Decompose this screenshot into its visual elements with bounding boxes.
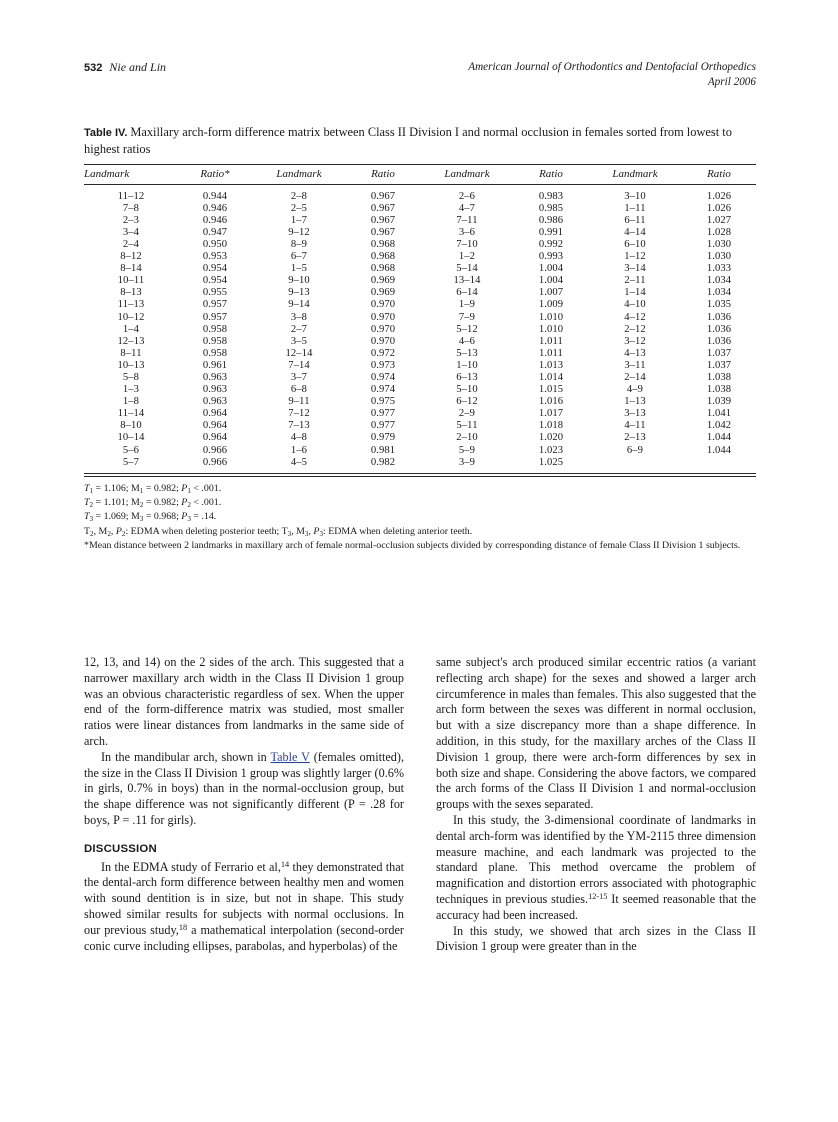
footnote-legend: $T_2$, $M_2$, $P_2$: EDMA when deleting posterior teeth; $T_3$, $M_3$, $P_3$: EDMA when deleting anterior teeth. (84, 525, 473, 538)
cell-ratio: 0.992 (538, 238, 564, 250)
cell-ratio: 0.954 (202, 275, 228, 287)
para3-text-c: a mathematical interpolation (second-order conic curve including ellipses, parabolas, and hyperbolas) of the (84, 922, 404, 953)
cell-ratio: 1.030 (706, 251, 732, 263)
right-para2-text-a: In this study, the 3-dimensional coordinate of landmarks in dental arch-form was identified by the YM-2115 three dimension measure machine, and each landmark was projected to the standard plane. This method overcame the problem of magnification and distortion errors associated with photographic techniques in previous studies. (436, 812, 756, 906)
cell-ratio: 0.946 (202, 214, 228, 226)
table-row (84, 359, 756, 371)
cell-ratio: 1.014 (538, 371, 564, 383)
citation-ref-18[interactable]: 18 (178, 923, 188, 933)
cell-landmark: 4–6 (458, 335, 476, 347)
table-row (84, 371, 756, 383)
table-row (84, 323, 756, 335)
col-header-ratio-4: Ratio (682, 164, 756, 184)
cell-landmark: 4–8 (290, 432, 308, 444)
table-bottom-rule (84, 473, 756, 477)
cell-ratio: 0.975 (370, 396, 396, 408)
cell-ratio: 0.968 (370, 238, 396, 250)
cell-landmark: 4–9 (626, 384, 644, 396)
cell-landmark: 8–11 (120, 347, 142, 359)
cell-ratio: 1.028 (706, 226, 732, 238)
table-row (84, 408, 756, 420)
cell-landmark: 8–14 (120, 263, 142, 275)
body-column-left (84, 655, 404, 955)
cell-ratio: 1.038 (706, 384, 732, 396)
cell-landmark: 13–14 (453, 275, 481, 287)
cell-ratio: 1.018 (538, 420, 564, 432)
table-footnotes (84, 482, 756, 553)
col-header-ratio-3: Ratio (514, 164, 588, 184)
body-column-right (436, 655, 756, 955)
cell-landmark: 7–9 (458, 311, 476, 323)
cell-ratio: 1.035 (706, 299, 732, 311)
cell-landmark: 9–14 (288, 299, 310, 311)
cell-ratio: 0.944 (202, 190, 228, 202)
paragraph-discussion-1 (84, 860, 404, 955)
cell-ratio: 0.947 (202, 226, 228, 238)
cell-landmark: 1–10 (456, 359, 478, 371)
cell-ratio (682, 456, 756, 468)
cell-landmark: 9–12 (288, 226, 310, 238)
cell-landmark: 3–13 (624, 408, 646, 420)
cell-landmark: 3–11 (624, 359, 646, 371)
cell-landmark: 5–8 (122, 371, 140, 383)
footnote-t3: $T_3 = 1.069$; $M_3 = 0.968$; $P_3 = .14$. (84, 511, 217, 524)
cell-ratio: 1.044 (706, 432, 732, 444)
cell-landmark: 3–4 (122, 226, 140, 238)
cell-ratio: 0.981 (370, 444, 396, 456)
cell-ratio: 1.038 (706, 371, 732, 383)
cell-ratio: 0.950 (202, 238, 228, 250)
cell-landmark: 6–13 (456, 371, 478, 383)
para3-text-b: they demonstrated that the dental-arch form difference between healthy men and women with sound dentition is in size, but not in shape. This study showed similar results for subjects with normal occlusions. In our previous study, (84, 859, 404, 937)
cell-landmark: 2–4 (122, 238, 140, 250)
cell-ratio: 1.033 (706, 263, 732, 275)
cell-ratio: 0.973 (370, 359, 396, 371)
cell-ratio: 1.042 (706, 420, 732, 432)
cell-landmark: 5–14 (456, 263, 478, 275)
table-row (84, 420, 756, 432)
cell-landmark (588, 456, 682, 468)
table-block (84, 124, 756, 553)
table-row (84, 347, 756, 359)
cell-ratio: 1.026 (706, 202, 732, 214)
cell-landmark: 4–14 (624, 226, 646, 238)
cell-ratio: 1.026 (706, 190, 732, 202)
table-v-link[interactable]: Table V (270, 749, 310, 764)
cell-landmark: 9–11 (288, 396, 310, 408)
cell-landmark: 2–12 (624, 323, 646, 335)
cell-landmark: 1–7 (290, 214, 308, 226)
running-head-left (84, 60, 166, 75)
cell-landmark: 8–13 (120, 287, 142, 299)
table-row (84, 456, 756, 468)
cell-ratio: 1.023 (538, 444, 564, 456)
cell-landmark: 2–14 (624, 371, 646, 383)
table-row (84, 214, 756, 226)
cell-ratio: 0.970 (370, 323, 396, 335)
table-row (84, 275, 756, 287)
cell-landmark: 3–7 (290, 371, 308, 383)
footnote-t2: $T_2 = 1.101$; $M_2 = 0.982$; $P_2 < .001$. (84, 497, 222, 510)
paragraph-right-2 (436, 813, 756, 924)
cell-ratio: 0.970 (370, 335, 396, 347)
cell-ratio: 0.966 (202, 456, 228, 468)
cell-ratio: 0.946 (202, 202, 228, 214)
cell-landmark: 3–10 (624, 190, 646, 202)
cell-ratio: 0.969 (370, 287, 396, 299)
cell-ratio: 0.957 (202, 311, 228, 323)
cell-landmark: 5–9 (458, 444, 476, 456)
table-row (84, 396, 756, 408)
cell-ratio: 1.041 (706, 408, 732, 420)
cell-landmark: 2–9 (458, 408, 476, 420)
cell-landmark: 6–11 (624, 214, 646, 226)
cell-ratio: 1.009 (538, 299, 564, 311)
cell-landmark: 1–8 (122, 396, 140, 408)
cell-ratio: 0.967 (370, 190, 396, 202)
journal-title: American Journal of Orthodontics and Dentofacial Orthopedics (468, 61, 756, 73)
footnote-asterisk: *Mean distance between 2 landmarks in maxillary arch of female normal-occlusion subjects divided by corresponding distance of female Class II Division 1 subjects. (84, 539, 741, 551)
cell-ratio: 1.011 (539, 335, 563, 347)
section-heading-discussion: DISCUSSION (84, 842, 157, 855)
cell-landmark: 7–11 (456, 214, 478, 226)
para2-text-a: In the mandibular arch, shown in (101, 749, 271, 764)
cell-ratio: 0.982 (370, 456, 396, 468)
cell-ratio: 1.020 (538, 432, 564, 444)
cell-landmark: 2–3 (122, 214, 140, 226)
cell-landmark: 1–9 (458, 299, 476, 311)
cell-landmark: 2–5 (290, 202, 308, 214)
cell-ratio: 1.025 (538, 456, 564, 468)
cell-ratio: 0.963 (202, 384, 228, 396)
table-row (84, 202, 756, 214)
cell-ratio: 0.993 (538, 251, 564, 263)
table-row (84, 184, 756, 202)
table-row (84, 287, 756, 299)
cell-ratio: 0.974 (370, 384, 396, 396)
cell-landmark: 3–5 (290, 335, 308, 347)
running-head (84, 60, 756, 90)
cell-landmark: 4–13 (624, 347, 646, 359)
cell-landmark: 1–11 (624, 202, 646, 214)
cell-ratio: 0.991 (538, 226, 564, 238)
cell-ratio: 0.958 (202, 347, 228, 359)
table-caption-text: Maxillary arch-form difference matrix between Class II Division I and normal occlusion in females sorted from lowest to highest ratios (84, 125, 732, 156)
cell-landmark: 7–12 (288, 408, 310, 420)
cell-ratio: 0.964 (202, 408, 228, 420)
col-header-landmark-4: Landmark (588, 164, 682, 184)
cell-landmark: 9–13 (288, 287, 310, 299)
cell-ratio: 1.044 (706, 444, 732, 456)
cell-ratio: 0.977 (370, 408, 396, 420)
cell-ratio: 0.958 (202, 335, 228, 347)
cell-ratio: 0.986 (538, 214, 564, 226)
cell-ratio: 0.967 (370, 202, 396, 214)
cell-ratio: 0.974 (370, 371, 396, 383)
cell-ratio: 0.979 (370, 432, 396, 444)
cell-ratio: 0.977 (370, 420, 396, 432)
table-row (84, 263, 756, 275)
table-row (84, 226, 756, 238)
cell-landmark: 1–4 (122, 323, 140, 335)
cell-ratio: 1.034 (706, 275, 732, 287)
cell-landmark: 2–6 (458, 190, 476, 202)
table-row (84, 299, 756, 311)
cell-landmark: 5–13 (456, 347, 478, 359)
cell-ratio: 1.004 (538, 263, 564, 275)
arch-form-difference-matrix-table (84, 164, 756, 469)
cell-landmark: 4–11 (624, 420, 646, 432)
cell-landmark: 3–6 (458, 226, 476, 238)
table-row (84, 311, 756, 323)
cell-landmark: 1–3 (122, 384, 140, 396)
cell-ratio: 0.969 (370, 275, 396, 287)
cell-ratio: 0.970 (370, 299, 396, 311)
cell-ratio: 0.968 (370, 263, 396, 275)
cell-landmark: 2–8 (290, 190, 308, 202)
cell-landmark: 4–7 (458, 202, 476, 214)
cell-landmark: 10–14 (117, 432, 145, 444)
para2-text-b: (females omitted), the size in the Class II Division 1 group was slightly larger (0.6% in girls, 0.7% in boys) than in the normal-occlusion group, but the shape difference was not significantly different (P = .28 for boys, P = .11 for girls). (84, 749, 404, 827)
paragraph-right-1: same subject's arch produced similar eccentric ratios (a variant reflecting arch shape) for the sexes and showed a larger arch circumference in males than females. This also suggested that the arch form between the sexes was different in normal occlusion, but with a size discrepancy more than a shape difference. In addition, in this study, for the maxillary arches of the Class II Division 1 group, there were arch-form differences by sex in both size and shape. Considering the above factors, we compared the arch forms of the Class II Division 1 and normal-occlusion groups with the sexes separated. (436, 655, 756, 812)
cell-ratio: 0.963 (202, 396, 228, 408)
cell-landmark: 8–10 (120, 420, 142, 432)
cell-landmark: 1–2 (458, 251, 476, 263)
cell-landmark: 4–12 (624, 311, 646, 323)
cell-landmark: 12–14 (285, 347, 313, 359)
cell-landmark: 11–12 (117, 190, 145, 202)
cell-ratio: 1.027 (706, 214, 732, 226)
table-row (84, 432, 756, 444)
cell-ratio: 1.036 (706, 323, 732, 335)
cell-landmark: 1–14 (624, 287, 646, 299)
table-header-row (84, 164, 756, 184)
cell-landmark: 1–5 (290, 263, 308, 275)
cell-landmark: 5–11 (456, 420, 478, 432)
col-header-landmark-1: Landmark (84, 164, 178, 184)
paragraph-right-3: In this study, we showed that arch sizes in the Class II Division 1 group were greater than in the (436, 923, 756, 954)
running-head-authors: Nie and Lin (109, 60, 167, 74)
cell-landmark: 10–12 (117, 311, 145, 323)
body-text (84, 655, 756, 955)
cell-ratio: 0.967 (370, 226, 396, 238)
cell-landmark: 1–6 (290, 444, 308, 456)
cell-landmark: 2–7 (290, 323, 308, 335)
cell-ratio: 1.016 (538, 396, 564, 408)
cell-landmark: 8–12 (120, 251, 142, 263)
cell-ratio: 1.010 (538, 311, 564, 323)
table-label: Table IV. (84, 127, 128, 139)
cell-ratio: 1.010 (538, 323, 564, 335)
cell-ratio: 0.985 (538, 202, 564, 214)
cell-ratio: 1.036 (706, 335, 732, 347)
cell-ratio: 0.983 (538, 190, 564, 202)
cell-ratio: 1.039 (706, 396, 732, 408)
cell-ratio: 1.015 (538, 384, 564, 396)
cell-ratio: 1.037 (706, 359, 732, 371)
cell-landmark: 3–14 (624, 263, 646, 275)
cell-ratio: 0.954 (202, 263, 228, 275)
cell-landmark: 6–9 (626, 444, 644, 456)
cell-ratio: 0.958 (202, 323, 228, 335)
cell-landmark: 9–10 (288, 275, 310, 287)
cell-landmark: 8–9 (290, 238, 308, 250)
cell-ratio: 0.964 (202, 420, 228, 432)
cell-landmark: 11–13 (117, 299, 145, 311)
cell-landmark: 6–14 (456, 287, 478, 299)
cell-landmark: 5–12 (456, 323, 478, 335)
cell-ratio: 1.036 (706, 311, 732, 323)
cell-ratio: 1.013 (538, 359, 564, 371)
cell-landmark: 6–12 (456, 396, 478, 408)
cell-ratio: 1.037 (706, 347, 732, 359)
citation-ref-12-15[interactable]: 12-15 (588, 892, 608, 902)
running-head-right (468, 60, 756, 90)
cell-ratio: 1.007 (538, 287, 564, 299)
cell-landmark: 12–13 (117, 335, 145, 347)
cell-landmark: 2–13 (624, 432, 646, 444)
cell-ratio: 0.957 (202, 299, 228, 311)
cell-ratio: 0.961 (202, 359, 228, 371)
cell-landmark: 11–14 (117, 408, 145, 420)
table-row (84, 335, 756, 347)
col-header-landmark-2: Landmark (252, 164, 346, 184)
cell-landmark: 2–10 (456, 432, 478, 444)
cell-ratio: 0.966 (202, 444, 228, 456)
cell-landmark: 7–14 (288, 359, 310, 371)
cell-ratio: 0.967 (370, 214, 396, 226)
cell-ratio: 1.017 (538, 408, 564, 420)
cell-ratio: 0.964 (202, 432, 228, 444)
col-header-ratio-2: Ratio (346, 164, 420, 184)
table-body (84, 184, 756, 468)
cell-ratio: 0.972 (370, 347, 396, 359)
cell-landmark: 10–13 (117, 359, 145, 371)
table-row (84, 251, 756, 263)
cell-ratio: 0.963 (202, 371, 228, 383)
table-row (84, 384, 756, 396)
table-row (84, 444, 756, 456)
right-para2-text-b: It seemed reasonable that the accuracy had been increased. (436, 891, 756, 922)
table-row (84, 238, 756, 250)
cell-landmark: 4–10 (624, 299, 646, 311)
cell-landmark: 7–8 (122, 202, 140, 214)
citation-ref-14[interactable]: 14 (280, 860, 290, 870)
cell-landmark: 4–5 (290, 456, 308, 468)
cell-landmark: 5–7 (122, 456, 140, 468)
cell-landmark: 6–7 (290, 251, 308, 263)
cell-landmark: 3–9 (458, 456, 476, 468)
cell-landmark: 7–13 (288, 420, 310, 432)
cell-landmark: 3–12 (624, 335, 646, 347)
cell-landmark: 5–10 (456, 384, 478, 396)
col-header-ratio-1: Ratio* (178, 164, 252, 184)
cell-landmark: 1–12 (624, 251, 646, 263)
cell-ratio: 1.004 (538, 275, 564, 287)
cell-ratio: 1.030 (706, 238, 732, 250)
col-header-landmark-3: Landmark (420, 164, 514, 184)
footnote-t1: $T_1 = 1.106$; $M_1 = 0.982$; $P_1 < .001$. (84, 482, 222, 495)
page-number: 532 (84, 62, 103, 74)
cell-ratio: 0.970 (370, 311, 396, 323)
cell-landmark: 6–8 (290, 384, 308, 396)
cell-ratio: 0.953 (202, 251, 228, 263)
cell-ratio: 1.011 (539, 347, 563, 359)
cell-landmark: 2–11 (624, 275, 646, 287)
cell-landmark: 6–10 (624, 238, 646, 250)
issue-date: April 2006 (707, 75, 756, 88)
para3-text-a: In the EDMA study of Ferrario et al, (101, 859, 281, 874)
cell-landmark: 1–13 (624, 396, 646, 408)
cell-landmark: 10–11 (117, 275, 145, 287)
cell-ratio: 0.968 (370, 251, 396, 263)
paragraph-continued: 12, 13, and 14) on the 2 sides of the arch. This suggested that a narrower maxillary arch width in the Class II Division 1 group was an obvious characteristic regardless of sex. When the upper end of the form-difference matrix was studied, most smaller ratios were linear distances from landmarks in the same side of arch. (84, 655, 404, 748)
table-caption (84, 124, 756, 158)
cell-landmark: 7–10 (456, 238, 478, 250)
cell-landmark: 3–8 (290, 311, 308, 323)
cell-landmark: 5–6 (122, 444, 140, 456)
cell-ratio: 0.955 (202, 287, 228, 299)
paragraph-mandibular-arch (84, 750, 404, 829)
cell-ratio: 1.034 (706, 287, 732, 299)
